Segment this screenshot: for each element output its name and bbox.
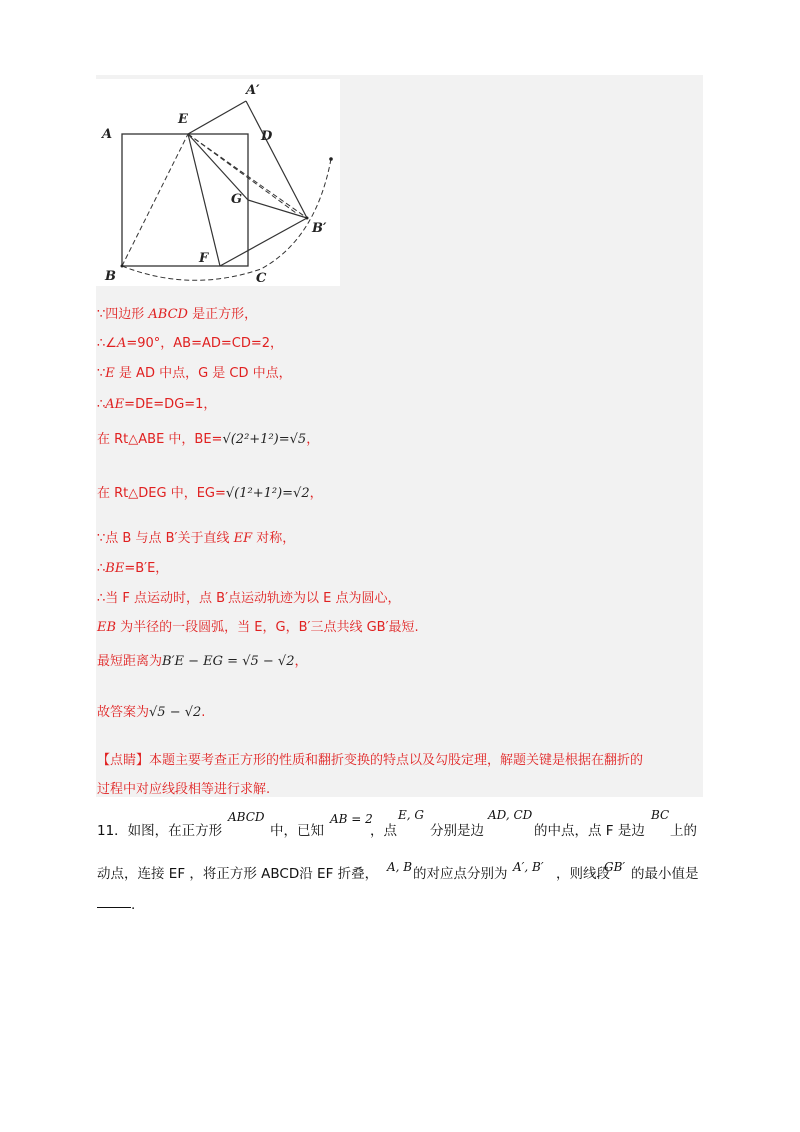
- label-a-prime: A′: [246, 83, 260, 98]
- geometry-figure: [96, 79, 340, 286]
- label-c: C: [256, 271, 267, 286]
- solution-line-4: ∴AE=DE=DG=1，: [97, 397, 217, 412]
- segment-ea-prime: [188, 101, 246, 134]
- question-text-fenbie: 分别是边: [430, 823, 484, 839]
- segment-eg: [188, 134, 248, 200]
- point-b: [121, 265, 124, 268]
- question-number-text: 11．如图，在正方形: [97, 823, 223, 839]
- square-fold-diagram: [96, 79, 340, 286]
- solution-line-11: 最短距离为B′E − EG = √5 − √2，: [97, 654, 308, 669]
- math-a-prime-b-prime: A′, B′: [513, 860, 544, 874]
- label-b-prime: B′: [312, 221, 327, 236]
- square-abcd: [122, 134, 248, 266]
- solution-line-12: 故答案为√5 − √2.: [97, 705, 206, 720]
- math-gb-prime: GB′: [604, 860, 626, 874]
- answer-blank[interactable]: [97, 907, 131, 908]
- question-line3: .: [131, 897, 136, 913]
- question-text-zhong: 中，已知: [270, 823, 324, 839]
- question-text-midpoint: 的中点，点 F 是边: [534, 823, 645, 839]
- label-a: A: [102, 127, 113, 142]
- solution-line-8: ∴BE=B′E，: [97, 561, 169, 576]
- solution-line-6: 在 Rt△DEG 中，EG=√(1²+1²)=√2，: [97, 486, 323, 501]
- question-text-dian: ，点: [370, 823, 397, 839]
- label-b: B: [105, 269, 116, 284]
- comment-line-2: 过程中对应线段相等进行求解.: [97, 782, 271, 797]
- solution-line-7: ∵点 B 与点 B′关于直线 EF 对称，: [97, 531, 296, 546]
- math-abcd: ABCD: [228, 810, 265, 824]
- label-d: D: [261, 129, 273, 144]
- math-e-g: E, G: [398, 808, 424, 822]
- dashed-be: [122, 134, 188, 266]
- math-a-b: A, B: [387, 860, 413, 874]
- math-ab-equals-2: AB = 2: [330, 812, 373, 826]
- segment-gb-prime: [248, 200, 307, 218]
- label-f: F: [199, 251, 209, 266]
- solution-line-9: ∴当 F 点运动时，点 B′点运动轨迹为以 E 点为圆心，: [97, 591, 401, 606]
- point-b-prime: [306, 217, 309, 220]
- question-text-shang: 上的: [670, 823, 697, 839]
- solution-line-1: ∵四边形 ABCD 是正方形，: [97, 307, 258, 322]
- solution-line-10: EB 为半径的一段圆弧，当 E，G，B′三点共线 GB′最短.: [97, 620, 419, 635]
- math-ad-cd: AD, CD: [488, 808, 533, 822]
- label-e: E: [178, 112, 188, 127]
- question-line2-a: 动点，连接 EF ，将正方形 ABCD沿 EF 折叠，: [97, 866, 379, 882]
- arc-end-point: [329, 157, 333, 161]
- math-bc: BC: [651, 808, 670, 822]
- solution-line-3: ∵E 是 AD 中点，G 是 CD 中点，: [97, 366, 292, 381]
- label-g: G: [231, 192, 243, 207]
- question-line2-b: 的对应点分别为: [413, 866, 508, 882]
- question-line2-c: ，则线段: [556, 866, 610, 882]
- segment-a-prime-b-prime: [246, 101, 307, 218]
- solution-line-2: ∴∠A=90°，AB=AD=CD=2，: [97, 336, 284, 351]
- solution-line-5: 在 Rt△ABE 中，BE=√(2²+1²)=√5，: [97, 432, 320, 447]
- question-line2-d: 的最小值是: [631, 866, 699, 882]
- comment-line-1: 【点睛】本题主要考查正方形的性质和翻折变换的特点以及勾股定理，解题关键是根据在翻折的: [97, 753, 644, 768]
